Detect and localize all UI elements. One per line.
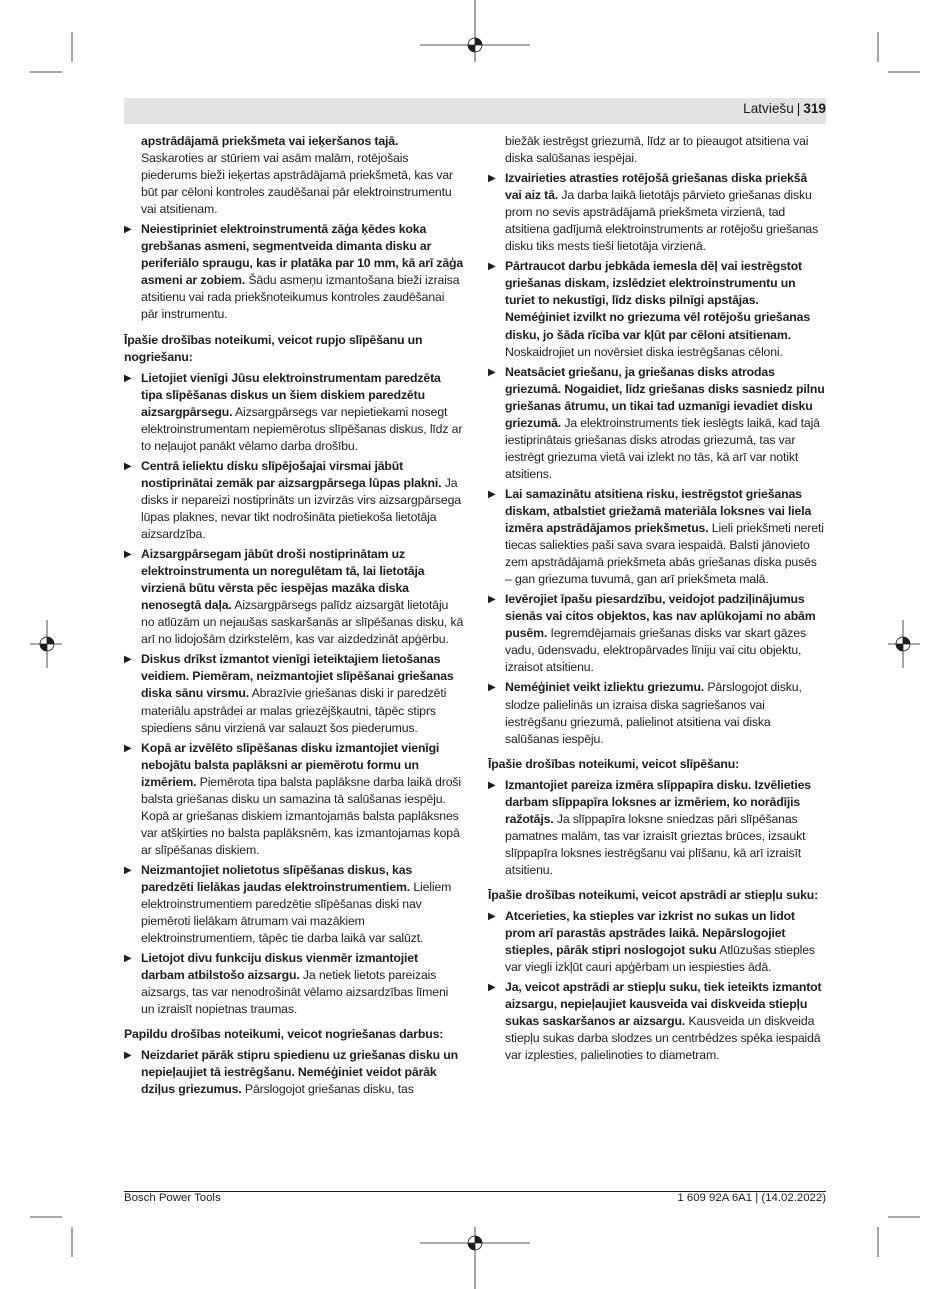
triangle-bullet-icon: ▶ xyxy=(124,953,132,965)
bullet-text: Ja slīppapīra loksne sniedzas pāri slīpēšanas pamatnes malām, tas var izraisīt grieztas brūces, izsaukt slīppapīra loksnes iestrēgšanu vai plīšanu, kā arī izraisīt atsitienu. xyxy=(505,811,806,877)
bullet-text: Abrazīvie griešanas diski ir paredzēti materiālu apstrādei ar malas griezējšķautni, tāpēc stiprs spiediens sānu virzienā var salauzt šos piederumus. xyxy=(141,686,447,735)
section-heading: Īpašie drošības noteikumi, veicot slīpēšanu: xyxy=(488,756,740,771)
bullet-text: Kausveida un diskveida stiepļu sukas darba slodzes un centrbēdzes spēka iespaidā var izplesties, palielinoties to diametram. xyxy=(505,1014,821,1063)
bullet-bold: Lietojiet vienīgi Jūsu elektroinstrumentam paredzēta tipa slīpēšanas diskus un šiem diskiem paredzētu aizsargpārsegu. xyxy=(141,370,441,419)
bullet-bold: Neizdariet pārāk stipru spiedienu uz griešanas disku un nepieļaujiet tā iestrēgšanu. Neméģiniet veidot pārāk dziļus griezumus. xyxy=(141,1048,459,1097)
bullet-text: Ja disks ir nepareizi nostiprināts un izvirzās virs aizsargpārsega lūpas plaknes, nevar tikt nodrošināta pietiekoša lietotāja aizsardzība. xyxy=(141,475,461,542)
bullet-item xyxy=(124,221,464,323)
triangle-bullet-icon: ▶ xyxy=(488,261,496,273)
bullet-text: Ja elektroinstruments tiek ieslēgts laikā, kad tajā iestiprinātais griešanas disks atrodas griezumā, tas var iestrēgt griezuma vietā vai izlekt no tās, kā arī var notikt atsitiens. xyxy=(505,415,820,481)
bullet-bold: Ievērojiet īpašu piesardzību, veidojot padziļinājumus sienās vai citos objektos, kas nav aplūkojami no abām pusēm. xyxy=(505,592,816,641)
triangle-bullet-icon: ▶ xyxy=(488,911,496,923)
bullet-item xyxy=(488,679,826,747)
triangle-bullet-icon: ▶ xyxy=(124,372,132,384)
bullet-bold: Izmantojiet pareiza izmēra slīppapīra disku. Izvēlieties darbam slīppapīra loksnes ar izmēriem, ko norādījis ražotājs. xyxy=(505,777,811,826)
bullet-bold: Lietojot divu funkciju diskus vienmēr izmantojiet darbam atbilstošo aizsargu. xyxy=(141,951,418,983)
triangle-bullet-icon: ▶ xyxy=(124,654,132,666)
bullet-bold: Izvairieties atrasties rotējošā griešanas diska priekšā vai aiz tā. xyxy=(505,171,808,203)
triangle-bullet-icon: ▶ xyxy=(488,594,496,606)
bullet-text: Pārslogojot disku, slodze palielinās un izraisa diska sagriešanos vai iestrēgšanu griezumā, palielinot atsitiena vai diska salūšanas iespēju. xyxy=(505,680,802,746)
header-language: Latviešu xyxy=(743,101,794,116)
bullet-text: Ja netiek lietots pareizais aizsargs, tas var nenodrošināt vēlamo aizsardzības līmeni un izraisīt nopietnas traumas. xyxy=(141,968,449,1017)
bullet-bold: Neméģiniet veikt izliektu griezumu. xyxy=(505,680,705,695)
bullet-bold: Pārtraucot darbu jebkāda iemesla dēļ vai iestrēgstot griešanas diskam, izslēdziet elektroinstrumentu un turiet to nekustīgi, līdz disks pilnīgi apstājas. Neméģiniet izvilkt no griezuma vēl rotējošu griešanas disku, jo šāda rīcība var kļūt par cēloni atsitienam. xyxy=(505,259,811,342)
bullet-item xyxy=(124,546,464,648)
bullet-text: Pārslogojot griešanas disku, tas xyxy=(244,1082,414,1097)
bullet-text: Ja darba laikā lietotājs pārvieto griešanas disku prom no sevis apstrādājamā priekšmeta virzienā, tad atsitiena gadījumā elektroinstruments ar rotējošu griešanas disku tiks mests tieši lietotāja virzienā. xyxy=(505,188,819,254)
page-number: 319 xyxy=(803,101,826,116)
bullet-item xyxy=(124,370,464,455)
bullet-text: Lieliem elektroinstrumentiem paredzētie slīpēšanas diski nav piemēroti lielākam ātrumam vai mazākiem elektroinstrumentiem, tāpēc tie darba laikā var salūzt. xyxy=(141,879,452,946)
bullet-text: Aizsargpārsegs palīdz aizsargāt lietotāju no atlūzām un nejaušas saskaršanās ar slīpēšanas disku, kā arī no lidojošām dzirkstelēm, kas var aizdedzināt apģērbu. xyxy=(141,598,464,647)
bullet-text: Aizsargpārsegs var nepietiekami nosegt elektroinstrumentam nepiemērotus slīpēšanas diskus, līdz ar to neļaujot panākt vēlamo darba drošību. xyxy=(141,404,463,453)
bullet-item xyxy=(124,458,464,543)
bullet-bold: Lai samazinātu atsitiena risku, iestrēgstot griešanas diskam, atbalstiet griežamā materiāla loksnes vai liela izmēra apstrādājamos priekšmetus. xyxy=(505,486,812,536)
triangle-bullet-icon: ▶ xyxy=(488,488,496,500)
triangle-bullet-icon: ▶ xyxy=(124,1050,132,1062)
section-heading: Īpašie drošības noteikumi, veicot rupjo slīpēšanu un nogriešanu: xyxy=(124,332,423,364)
section-heading: Papildu drošības noteikumi, veicot nogriešanas darbus: xyxy=(124,1027,444,1042)
bullet-bold: Ja, veicot apstrādi ar stiepļu suku, tiek ieteikts izmantot aizsargu, nepieļaujiet kausveida vai diskveida stiepļu sukas saskaršanos ar aizsargu. xyxy=(505,980,822,1029)
bullet-text: Piemērota tipa balsta paplāksne darba laikā droši balsta griešanas disku un samazina tā salūšanas iespēju. Kopā ar griešanas diskiem izmantojamās balsta paplāksnes var atšķirties no balsta paplāksnēm, kas izmantojamas kopā ar slīpēšanas diskiem. xyxy=(141,774,461,857)
bullet-bold: Kopā ar izvēlēto slīpēšanas disku izmantojiet vienīgi nebojātu balsta paplāksni ar piemērotu formu un izmēriem. xyxy=(141,740,440,789)
triangle-bullet-icon: ▶ xyxy=(124,864,132,876)
bullet-item xyxy=(124,1047,464,1098)
footer-doc-number: 1 609 92A 6A1 | (14.02.2022) xyxy=(677,1192,826,1204)
bullet-item xyxy=(488,170,826,255)
triangle-bullet-icon: ▶ xyxy=(488,173,496,185)
bullet-bold: Centrā ieliektu disku slīpējošajai virsmai jābūt nostiprinātai zemāk par aizsargpārsega lūpas plakni. xyxy=(141,458,442,490)
bullet-item xyxy=(124,862,464,947)
bullet-bold: Neizmantojiet nolietotus slīpēšanas diskus, kas paredzēti lielākas jaudas elektroinstrumentiem. xyxy=(141,862,413,894)
paragraph xyxy=(124,133,464,218)
bullet-item xyxy=(488,258,826,360)
triangle-bullet-icon: ▶ xyxy=(488,779,496,791)
section-heading: Īpašie drošības noteikumi, veicot apstrādi ar stiepļu suku: xyxy=(488,887,819,902)
paragraph-text: biežāk iestrēgst griezumā, līdz ar to pieaugot atsitiena vai diska salūšanas iespējai. xyxy=(505,134,809,166)
bullet-item xyxy=(124,651,464,736)
header-band xyxy=(124,98,826,124)
bullet-item xyxy=(124,740,464,859)
bullet-item xyxy=(488,777,826,879)
right-column xyxy=(488,133,826,1067)
triangle-bullet-icon: ▶ xyxy=(124,460,132,472)
paragraph-text: Saskaroties ar stūriem vai asām malām, rotējošais piederums bieži ieķertas apstrādājamā priekšmetā, kas var būt par cēloni kontroles zaudēšanai pār elektroinstrumentu vai atsitienam. xyxy=(141,151,453,217)
bullet-text: Noskaidrojiet un novērsiet diska iestrēgšanas cēloni. xyxy=(505,344,783,359)
paragraph xyxy=(488,133,826,167)
bullet-bold: Atcerieties, ka stieples var izkrist no sukas un lidot prom arī parastās apstrādes laikā. Nepārslogojiet stieples, pārāk stipri noslogojot suku xyxy=(505,909,795,958)
left-column xyxy=(124,133,464,1102)
bullet-text: Atlūzušas stieples var viegli izkļūt cauri apģērbam un iespiesties ādā. xyxy=(505,943,815,975)
bullet-item xyxy=(488,364,826,483)
triangle-bullet-icon: ▶ xyxy=(488,682,496,694)
bullet-item xyxy=(488,979,826,1064)
bullet-item xyxy=(488,591,826,676)
paragraph-bold: apstrādājamā priekšmeta vai ieķeršanos tajā. xyxy=(141,134,399,148)
page-header xyxy=(743,101,826,116)
triangle-bullet-icon: ▶ xyxy=(124,224,132,236)
bullet-bold: Neiestipriniet elektroinstrumentā zāģa ķēdes koka grebšanas asmeni, segmentveida dimanta disku ar periferiālo spraugu, kas ir platāka par 10 mm, kā arī zāģa asmeni ar zobiem. xyxy=(141,222,464,288)
bullet-item xyxy=(488,908,826,976)
triangle-bullet-icon: ▶ xyxy=(488,982,496,994)
header-separator: | xyxy=(796,101,801,116)
bullet-text: Iegremdējamais griešanas disks var skart gāzes vadu, ūdensvadu, elektropārvades līniju vai citu objektu, izraisot atsitienu. xyxy=(505,626,806,675)
bullet-bold: Diskus drīkst izmantot vienīgi ieteiktajiem lietošanas veidiem. Piemēram, neizmantojiet slīpēšanai griešanas diska sānu virsmu. xyxy=(141,652,454,701)
bullet-bold: Neatsāciet griešanu, ja griešanas disks atrodas griezumā. Nogaidiet, līdz griešanas disks sasniedz pilnu griešanas ātrumu, un tikai tad uzmanīgi ievadiet disku griezumā. xyxy=(505,364,825,430)
bullet-item xyxy=(124,950,464,1018)
triangle-bullet-icon: ▶ xyxy=(124,549,132,561)
bullet-text: Lieli priekšmeti nereti tiecas saliekties paši sava svara iespaidā. Balsti jānovieto zem apstrādājamā priekšmeta abās griešanas diska pusēs – gan griezuma tuvumā, gan arī priekšmeta malā. xyxy=(505,521,824,587)
bullet-item xyxy=(488,486,826,588)
triangle-bullet-icon: ▶ xyxy=(488,366,496,378)
footer-brand: Bosch Power Tools xyxy=(124,1192,221,1204)
bullet-bold: Aizsargpārsegam jābūt droši nostiprinātam uz elektroinstrumenta un noregulētam tā, lai lietotāja virzienā būtu vērsta pēc iespējas mazāka diska nenosegtā daļa. xyxy=(141,547,425,613)
triangle-bullet-icon: ▶ xyxy=(124,742,132,754)
bullet-text: Šādu asmeņu izmantošana bieži izraisa atsitienu vai rada priekšnoteikumus kontroles zaudēšanai pār instrumentu. xyxy=(141,273,460,322)
